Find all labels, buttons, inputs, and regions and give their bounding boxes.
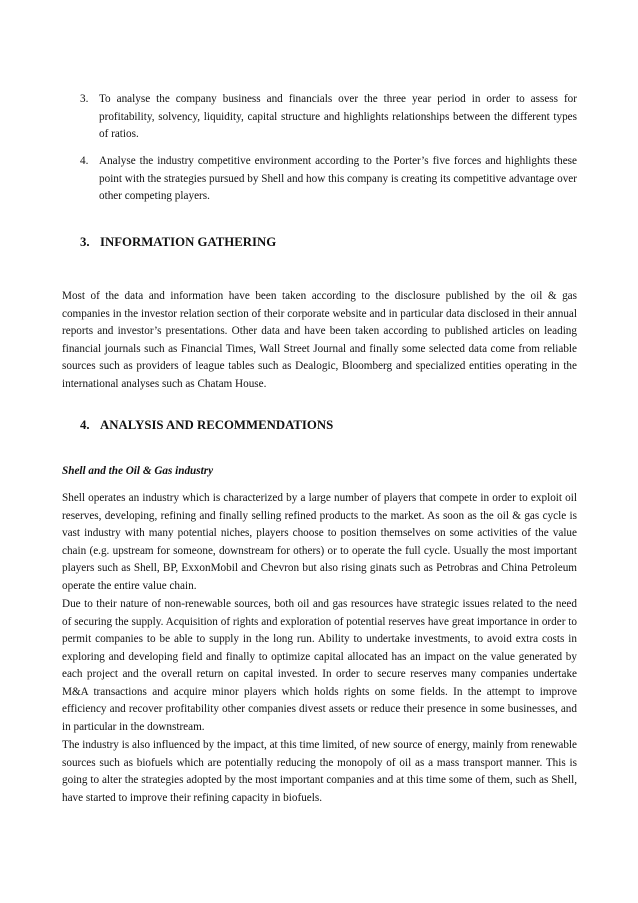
list-item-text: To analyse the company business and financials over the three year period in order to assess for profitability, solvency, liquidity, capital structure and highlights relationships between the different types of ratios. <box>99 93 577 140</box>
body-paragraph: Shell operates an industry which is characterized by a large number of players that compete in order to exploit oil reserves, developing, refining and finally selling refined products to the market. As soon as the oil & gas cycle is vast industry with many potential niches, players choose to position themselves on some activities of the value chain (e.g. upstream for someone, downstream for others) or to operate the full cycle. Usually the most important players such as Shell, BP, ExxonMobil and Chevron but also rising ginats such as Petrobras and China Petroleum operate the entire value chain. <box>62 492 577 592</box>
section-heading: INFORMATION GATHERING <box>100 235 277 249</box>
body-paragraph: Most of the data and information have been taken according to the disclosure published by the oil & gas companies in the investor relation section of their corporate website and in particular data disclosed in their annual reports and investor’s presentations. Other data and have been taken according to published articles on leading financial journals such as Financial Times, Wall Street Journal and finally some selected data come from reliable sources such as providers of league tables such as Dealogic, Bloomberg and specialized entities operating in the international analyses such as Chatam House. <box>62 290 577 390</box>
list-item-number: 4. <box>80 155 89 167</box>
list-item-number: 3. <box>80 93 89 105</box>
section-heading: ANALYSIS AND RECOMMENDATIONS <box>100 418 334 432</box>
subsection-heading: Shell and the Oil & Gas industry <box>62 465 214 477</box>
section-number: 3. <box>80 235 90 249</box>
body-paragraph: The industry is also influenced by the impact, at this time limited, of new source of energy, mainly from renewable sources such as biofuels which are potentially reducing the monopoly of oil as a mass transport manner. This is going to alter the strategies adopted by the most important companies and at this time some of them, such as Shell, have started to improve their refining capacity in biofuels. <box>62 739 577 804</box>
section-number: 4. <box>80 418 90 432</box>
list-item-text: Analyse the industry competitive environment according to the Porter’s five forces and highlights these point with the strategies pursued by Shell and how this company is creating its competitive advantage over other competing players. <box>99 155 577 202</box>
body-paragraph: Due to their nature of non-renewable sources, both oil and gas resources have strategic issues related to the need of securing the supply. Acquisition of rights and exploration of potential reserves have great importance in order to permit companies to be able to supply in the long run. Ability to undertake investments, to avoid extra costs in exploring and developing field and finally to optimize capital allocated has an impact on the value generated by each project and the overall return on capital invested. In order to secure reserves many companies undertake M&A transactions and acquire minor players which holds rights on some fields. In the attempt to improve efficiency and recover profitability other companies divest assets or reduce their presence in some businesses, and in particular in the downstream. <box>62 598 577 733</box>
